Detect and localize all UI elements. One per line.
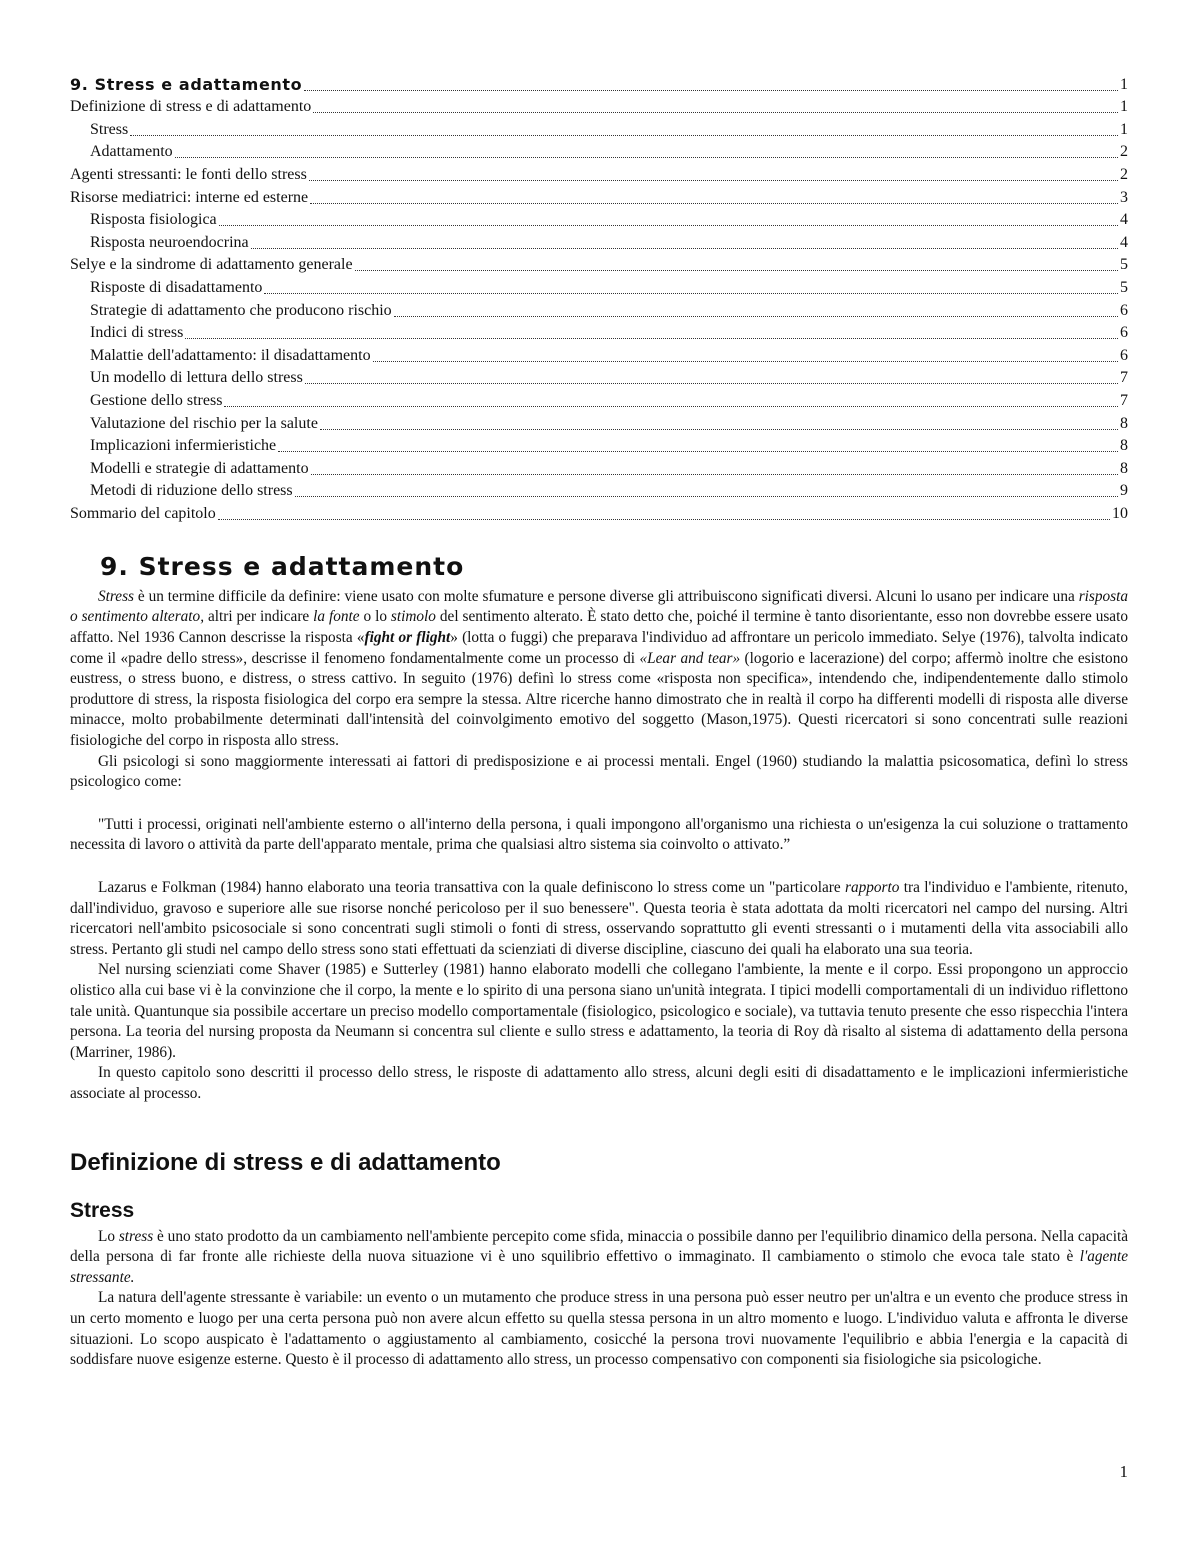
toc-leader-dots (311, 473, 1118, 475)
toc-entry[interactable] (70, 343, 1128, 366)
intro-paragraph-5: In questo capitolo sono descritti il processo dello stress, le risposte di adattamento allo stress, alcuni degli esiti di disadattamento e le implicazioni infermieristiche associate al processo. (70, 1064, 1128, 1102)
toc-entry-page: 8 (1120, 414, 1128, 432)
toc-entry-page: 4 (1120, 233, 1128, 251)
text-span: tra l'individuo e l'ambiente, ritenuto, dall'individuo, gravoso e superiore alle sue risorse nonché pericoloso per il suo benessere". Questa teoria è stata adottata da molti ricercatori nel campo del nursing. Altri ricercatori nell'ambito psicosociale si sono concentrati sugli stimoli o fonti di stress, osservando soprattutto gli eventi stressanti o i mutamenti della vita associabili allo stress. Pertanto gli studi nel campo dello stress sono stati effettuati da scienziati di diverse discipline, ciascuno dei quali ha elaborato una sua teoria. (70, 879, 1128, 958)
text-span: stimolo (390, 608, 436, 626)
toc-leader-dots (309, 179, 1118, 181)
toc-leader-dots (305, 382, 1118, 384)
toc-entry-text: Definizione di stress e di adattamento (70, 98, 312, 116)
toc-entry-text: Stress (90, 120, 129, 138)
text-span: l'agente stressante. (70, 1248, 1128, 1286)
stress-paragraph-1 (70, 1227, 1128, 1289)
toc-entry[interactable] (70, 117, 1128, 140)
toc-entry-page: 1 (1120, 98, 1128, 116)
toc-entry-page: 5 (1120, 278, 1128, 296)
toc-entry-page: 2 (1120, 143, 1128, 161)
intro-paragraph-4: Nel nursing scienziati come Shaver (1985) e Sutterley (1981) hanno elaborato modelli che collegano l'ambiente, la mente e il corpo. Essi propongono un approccio olistico alla cui base vi è la convinzione che il corpo, la mente e lo spirito di una persona siano un'unità integrata. I tipici modelli comportamentali di un individuo riflettono tale unità. Quantunque sia possibile accertare un preciso modello comportamentale (fisiologico, psicologico e sociale), va tuttavia tenuto presente che esso rispecchia l'intera persona. La teoria del nursing proposta da Neumann si concentra sul cliente e sullo stress e adattamento, la teoria di Roy dà risalto al sistema di adattamento della persona (Marriner, 1986). (70, 961, 1128, 1061)
text-span: «Lear and tear» (639, 649, 741, 667)
toc-leader-dots (264, 292, 1118, 294)
toc-entry[interactable] (70, 434, 1128, 457)
toc-entry-page: 2 (1120, 165, 1128, 183)
stress-paragraph-2: La natura dell'agente stressante è variabile: un evento o un mutamento che produce stress in una persona può esser neutro per un'altra e un evento che produce stress in un certo momento e luogo per una certa persona può non avere alcun effetto su quella stessa persona in un altro momento e luogo. L'individuo valuta e affronta le diverse situazioni. Lo scopo auspicato è l'adattamento o aggiustamento al cambiamento, cosicché la persona trovi nuovamente l'equilibrio e abbia l'energia e la capacità di soddisfare nuove esigenze esterne. Questo è il processo di adattamento allo stress, un processo compensativo con componenti sia fisiologiche sia psicologiche. (70, 1289, 1128, 1369)
toc-leader-dots (218, 518, 1110, 520)
toc-leader-dots (219, 224, 1118, 226)
toc-leader-dots (304, 89, 1118, 91)
toc-entry[interactable] (70, 185, 1128, 208)
intro-paragraph-2: Gli psicologi si sono maggiormente interessati ai fattori di predisposizione e ai processi mentali. Engel (1960) studiando la malattia psicosomatica, definì lo stress psicologico come: (70, 752, 1128, 791)
toc-entry-page: 6 (1120, 346, 1128, 364)
toc-entry[interactable] (70, 230, 1128, 253)
toc-entry-text: 9. Stress e adattamento (70, 74, 303, 94)
toc-entry-text: Sommario del capitolo (70, 504, 216, 522)
text-span: o lo (359, 608, 391, 626)
intro-paragraph-3 (70, 878, 1128, 960)
toc-leader-dots (310, 202, 1118, 204)
text-span: Lazarus e Folkman (1984) hanno elaborato una teoria transattiva con la quale definiscono lo stress come un "particolare (98, 879, 846, 896)
toc-entry-page: 4 (1120, 211, 1128, 229)
toc-entry-text: Strategie di adattamento che producono rischio (90, 301, 392, 319)
text-span: altri per indicare (204, 608, 314, 626)
text-span: è uno stato prodotto da un cambiamento nell'ambiente percepito come sfida, minaccia o possibile danno per l'equilibrio dinamico della persona. Nella capacità della persona di far fronte alle richieste della nuova situazione vi è uno squilibrio effettivo o immaginato. Il cambiamento o stimolo che evoca tale stato è (70, 1227, 1128, 1266)
toc-entry-page: 5 (1120, 256, 1128, 274)
toc-entry-page: 8 (1120, 459, 1128, 477)
toc-entry-page: 6 (1120, 324, 1128, 342)
text-span: risposta o sentimento alterato, (70, 587, 1128, 626)
toc-entry-page: 1 (1120, 75, 1128, 93)
toc-entry-text: Agenti stressanti: le fonti dello stress (70, 165, 307, 183)
text-span: rapporto (845, 879, 900, 896)
intro-paragraph-1 (70, 587, 1128, 752)
page-number: 1 (1119, 1462, 1128, 1481)
toc-leader-dots (224, 405, 1118, 407)
subsection-title: Stress (70, 1198, 135, 1222)
toc-entry-text: Gestione dello stress (90, 391, 223, 409)
toc-entry[interactable] (70, 95, 1128, 118)
text-span: la fonte (313, 608, 360, 626)
chapter-title: 9. Stress e adattamento (100, 551, 465, 581)
toc-entry-text: Risposte di disadattamento (90, 278, 263, 296)
engel-quote: "Tutti i processi, originati nell'ambiente esterno o all'interno della persona, i quali impongono all'organismo una richiesta o un'esigenza la cui soluzione o trattamento necessita di lavoro o attività da parte dell'apparato mentale, prima che qualsiasi altro sistema sia coinvolto o attivato.” (70, 815, 1128, 854)
toc-entry-page: 1 (1120, 120, 1128, 138)
toc-entry-text: Risposta fisiologica (90, 211, 217, 229)
text-span: stress (118, 1227, 154, 1245)
toc-leader-dots (175, 156, 1118, 158)
toc-entry-text: Risposta neuroendocrina (90, 233, 249, 251)
toc-entry-text: Selye e la sindrome di adattamento generale (70, 256, 353, 274)
table-of-contents (70, 72, 1128, 524)
toc-entry[interactable] (70, 479, 1128, 502)
toc-entry[interactable] (70, 321, 1128, 344)
toc-entry-page: 7 (1120, 391, 1128, 409)
toc-entry[interactable] (70, 275, 1128, 298)
toc-entry-text: Un modello di lettura dello stress (90, 369, 303, 387)
toc-entry-text: Risorse mediatrici: interne ed esterne (70, 188, 309, 206)
text-span: è un termine difficile da definire: viene usato con molte sfumature e persone diverse gli attribuiscono significati diversi. Alcuni lo usano per indicare una (133, 587, 1079, 605)
document-page (70, 72, 1128, 1371)
toc-entry-text: Metodi di riduzione dello stress (90, 482, 293, 500)
toc-leader-dots (278, 450, 1118, 452)
toc-entry-page: 7 (1120, 369, 1128, 387)
toc-leader-dots (320, 428, 1118, 430)
toc-entry[interactable] (70, 72, 1128, 95)
toc-entry[interactable] (70, 411, 1128, 434)
toc-leader-dots (394, 315, 1118, 317)
toc-entry-text: Indici di stress (90, 324, 184, 342)
toc-entry[interactable] (70, 456, 1128, 479)
toc-entry-page: 3 (1120, 188, 1128, 206)
toc-leader-dots (355, 269, 1118, 271)
text-span: » (lotta o fuggi) che preparava l'individuo ad affrontare un pericolo immediato. Selye (1976), talvolta indicato come il «padre dello stress», descrisse il fenomeno fondamentalmente come un processo di (70, 629, 1128, 667)
toc-entry[interactable] (70, 253, 1128, 276)
toc-entry-text: Valutazione del rischio per la salute (90, 414, 318, 432)
text-span: (logorio e lacerazione) del corpo; affermò inoltre che esistono eustress, o stress buono, e distress, o stress cattivo. In seguito (1976) definì lo stress come «risposta non specifica», intendendo che, indipendentemente dallo stimolo produttore di stress, la risposta fisiologica del corpo era sempre la stessa. Altre ricerche hanno dimostrato che in realtà il corpo ha differenti modelli di risposta alle diverse minacce, molto probabilmente determinati dall'intensità del coinvolgimento emotivo del soggetto (Mason,1975). Questi ricercatori si sono concentrati sulle reazioni fisiologiche del corpo in risposta allo stress. (70, 649, 1128, 750)
toc-leader-dots (130, 134, 1118, 136)
toc-entry[interactable] (70, 298, 1128, 321)
toc-leader-dots (251, 247, 1118, 249)
text-span: del sentimento alterato. È stato detto che, poiché il termine è tanto disorientante, esso non dovrebbe essere usato affatto. Nel 1936 Cannon descrisse la risposta « (70, 608, 1128, 647)
toc-entry-text: Malattie dell'adattamento: il disadattamento (90, 346, 371, 364)
toc-entry[interactable] (70, 501, 1128, 524)
toc-leader-dots (313, 111, 1118, 113)
toc-entry-page: 10 (1112, 504, 1128, 522)
text-span: Lo (98, 1227, 119, 1245)
toc-entry[interactable] (70, 388, 1128, 411)
toc-entry-text: Adattamento (90, 143, 173, 161)
toc-entry[interactable] (70, 366, 1128, 389)
toc-entry[interactable] (70, 162, 1128, 185)
toc-leader-dots (295, 495, 1118, 497)
toc-leader-dots (373, 360, 1118, 362)
toc-entry-page: 9 (1120, 482, 1128, 500)
toc-entry-text: Modelli e strategie di adattamento (90, 459, 309, 477)
text-span: fight or flight (364, 629, 451, 647)
toc-entry[interactable] (70, 208, 1128, 231)
toc-entry-page: 6 (1120, 301, 1128, 319)
toc-entry-text: Implicazioni infermieristiche (90, 437, 277, 455)
text-span: Stress (98, 587, 134, 605)
toc-entry-page: 8 (1120, 437, 1128, 455)
section-title: Definizione di stress e di adattamento (70, 1148, 501, 1176)
toc-leader-dots (185, 337, 1118, 339)
toc-entry[interactable] (70, 140, 1128, 163)
